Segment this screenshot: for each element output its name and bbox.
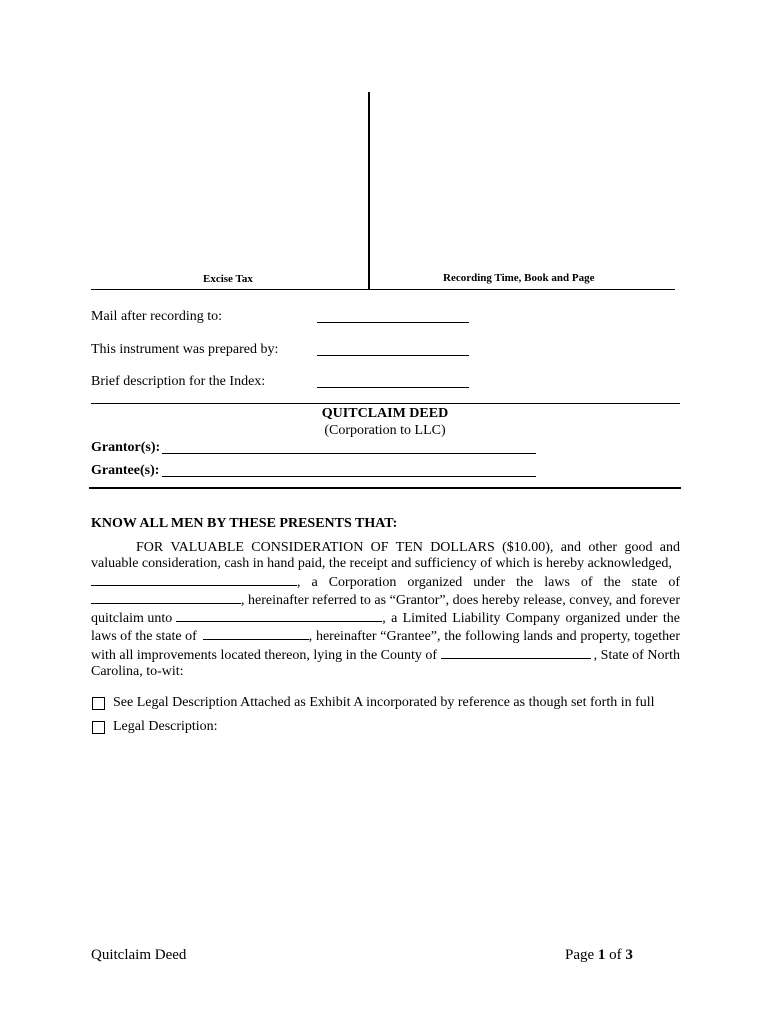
legal-description-checkbox[interactable] [92, 721, 105, 734]
grantee-label: Grantee(s): [91, 463, 160, 478]
grantee-state-blank[interactable] [203, 627, 309, 640]
deed-subtitle: (Corporation to LLC) [324, 423, 446, 438]
llc-text: , a Limited Liability Company organized under the [382, 611, 680, 627]
grantor-field[interactable] [162, 453, 536, 454]
section-divider-top [91, 403, 680, 404]
grantor-label: Grantor(s): [91, 440, 161, 455]
grantee-field[interactable] [162, 476, 536, 477]
footer-doc-name: Quitclaim Deed [91, 947, 187, 963]
section-divider-bottom [89, 487, 681, 489]
exhibit-a-label: See Legal Description Attached as Exhibit A incorporated by reference as though set forth in full [113, 695, 655, 710]
prepared-by-label: This instrument was prepared by: [91, 342, 279, 357]
deed-title: QUITCLAIM DEED [321, 406, 449, 421]
recording-divider [368, 92, 370, 290]
mail-after-recording-field[interactable] [317, 322, 469, 323]
page-total: 3 [625, 947, 633, 963]
page-of: of [609, 947, 622, 963]
county-blank[interactable] [441, 646, 591, 659]
recording-baseline [91, 289, 675, 290]
quitclaim-unto-text: quitclaim unto [91, 611, 173, 627]
brief-description-label: Brief description for the Index: [91, 374, 266, 389]
page-prefix: Page [565, 947, 595, 963]
deed-body-paragraph [91, 540, 680, 680]
corporation-text: , a Corporation organized under the laws of the state of [297, 574, 680, 590]
footer-page-number [565, 947, 633, 964]
recording-info-label: Recording Time, Book and Page [443, 272, 595, 284]
improvements-text: with all improvements located thereon, lying in the County of [91, 647, 438, 663]
grantor-state-blank[interactable] [91, 591, 241, 604]
legal-description-label: Legal Description: [113, 719, 218, 734]
laws-of-state-text: laws of the state of [91, 629, 197, 645]
grantee-name-blank[interactable] [176, 609, 382, 622]
mail-after-recording-label: Mail after recording to: [91, 309, 223, 324]
grantee-reference-text: , hereinafter “Grantee”, the following lands and property, together [308, 629, 680, 645]
brief-description-field[interactable] [317, 387, 469, 388]
excise-tax-label: Excise Tax [203, 273, 253, 285]
prepared-by-field[interactable] [317, 355, 469, 356]
exhibit-a-checkbox[interactable] [92, 697, 105, 710]
page-current: 1 [597, 947, 606, 963]
grantor-name-blank[interactable] [91, 573, 297, 586]
consideration-text: FOR VALUABLE CONSIDERATION OF TEN DOLLARS ($10.00), and other good and valuable consideration, cash in hand paid, the receipt and sufficiency of which is hereby acknowledged, [91, 540, 680, 572]
grantor-reference-text: , hereinafter referred to as “Grantor”, does hereby release, convey, and forever [241, 592, 680, 608]
to-wit-text: Carolina, to-wit: [91, 664, 184, 680]
state-text: , State of North [593, 647, 680, 663]
body-heading: KNOW ALL MEN BY THESE PRESENTS THAT: [91, 516, 398, 531]
